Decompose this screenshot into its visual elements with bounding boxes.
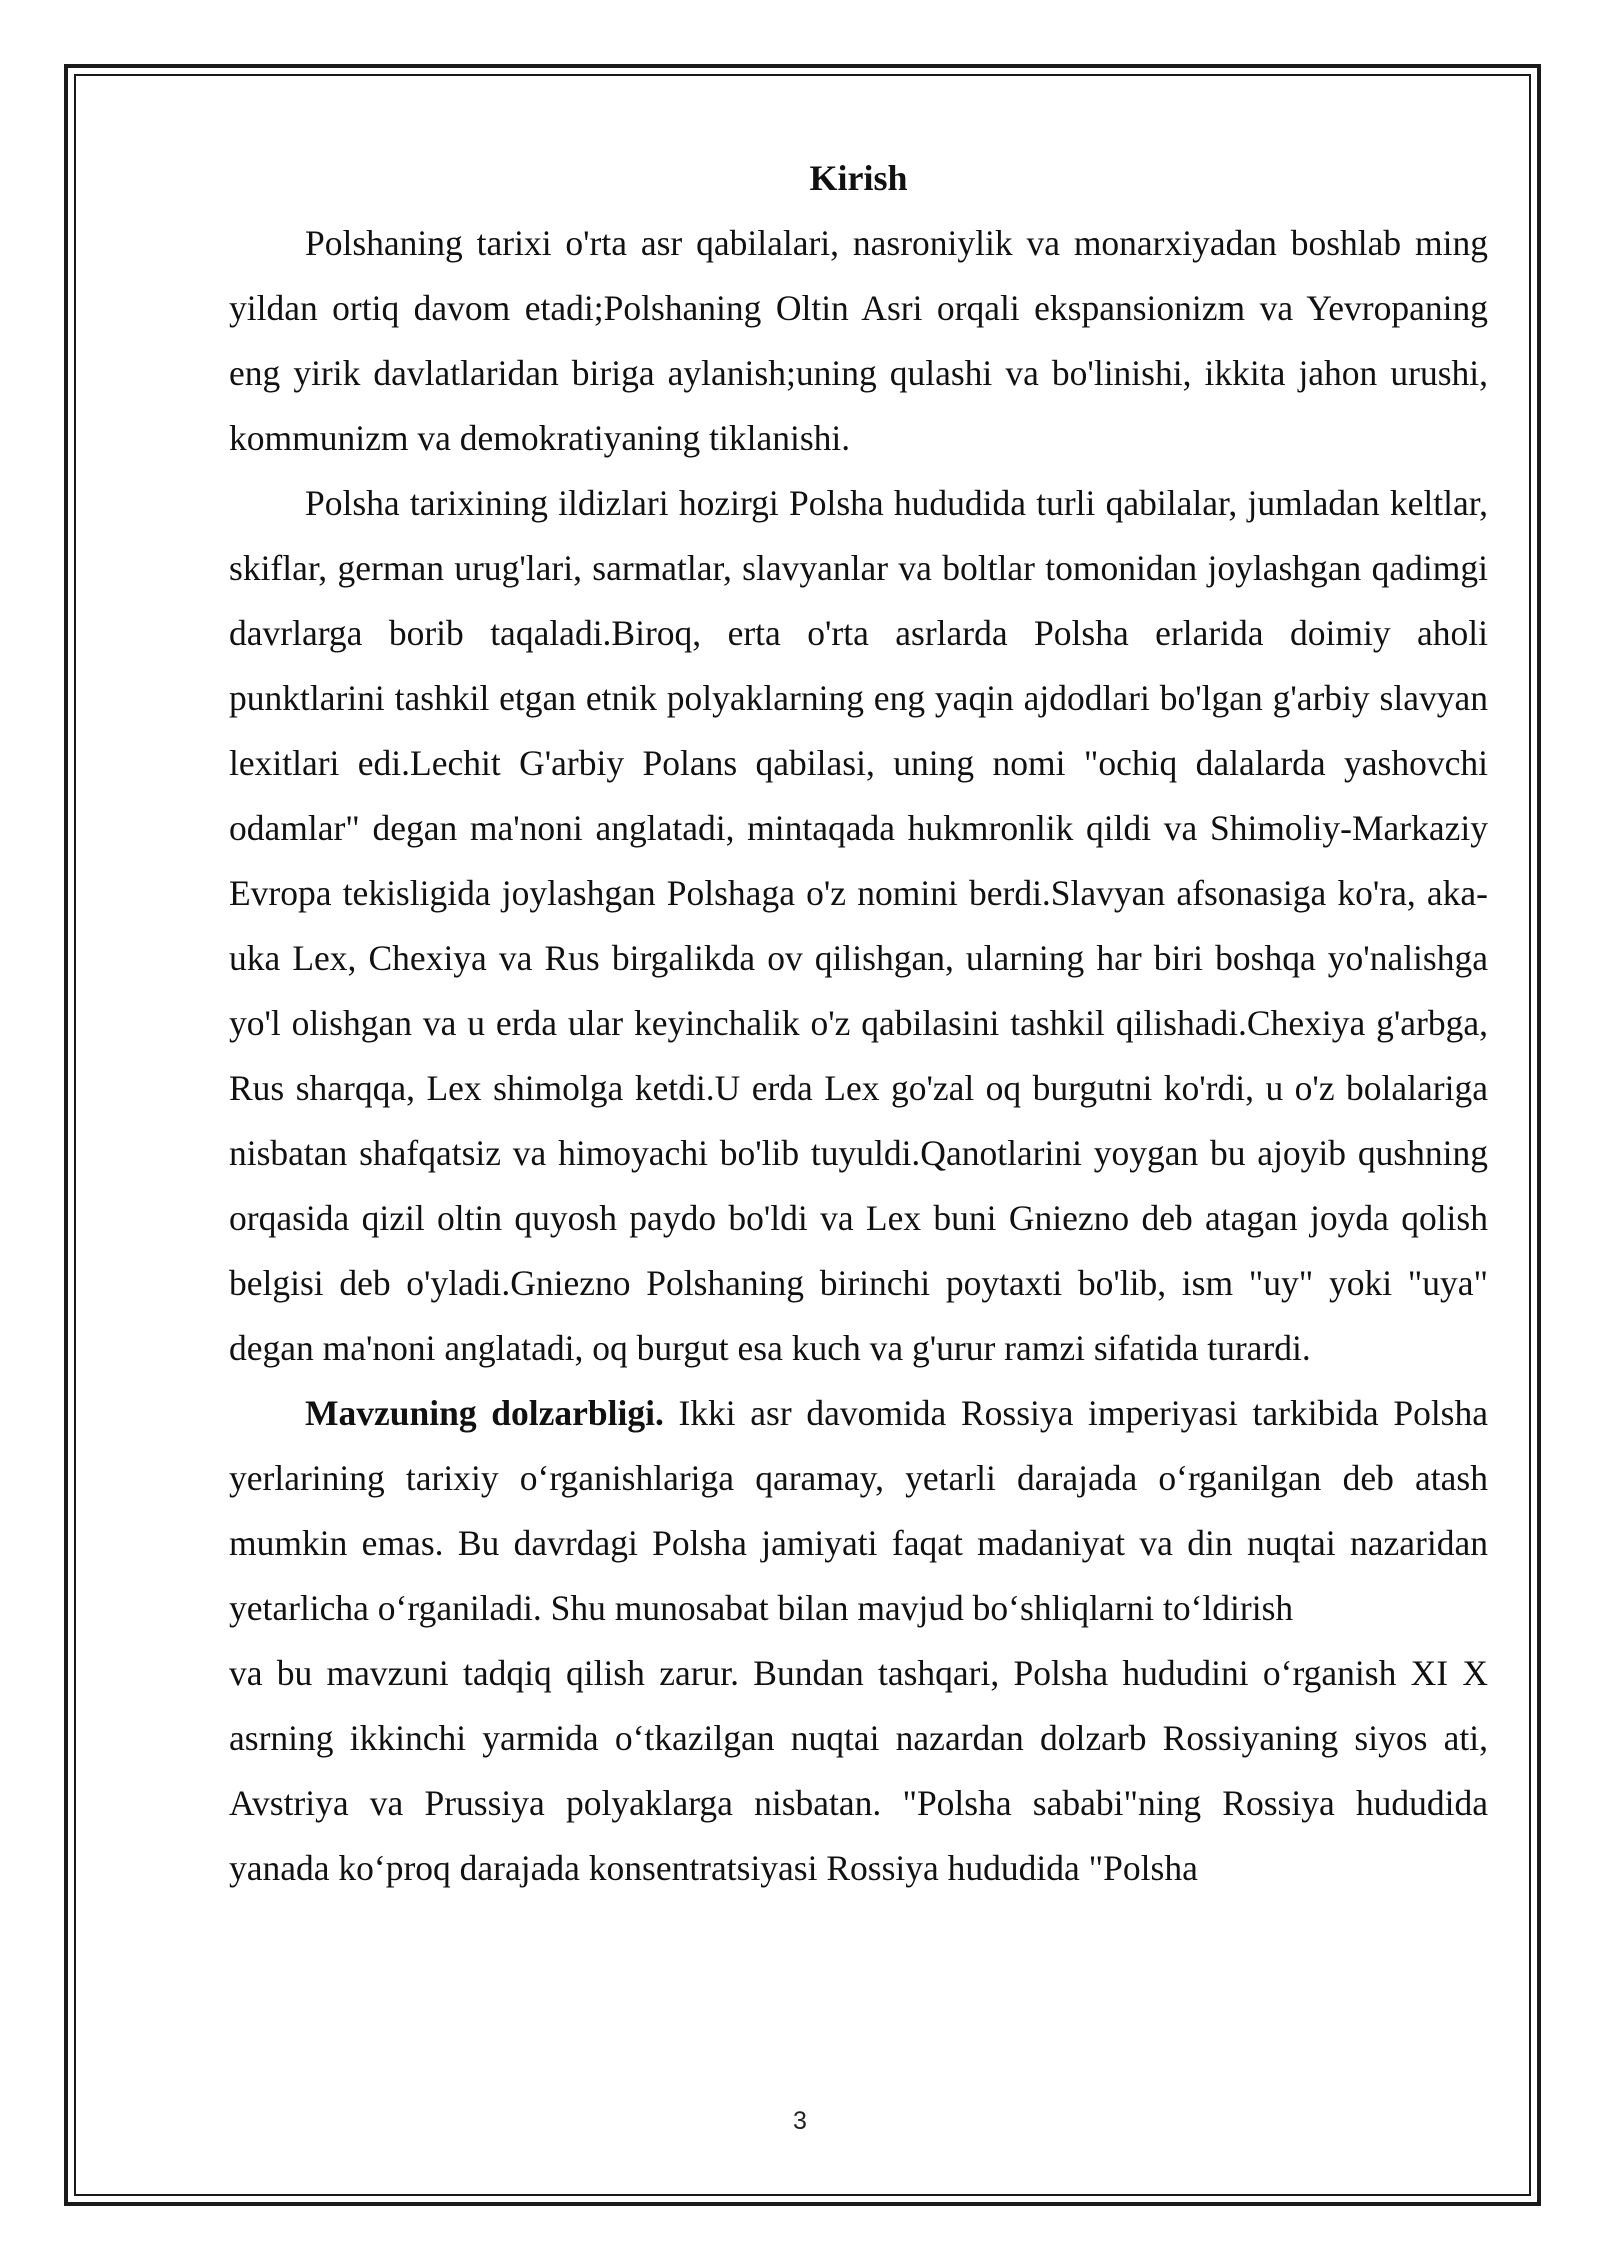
relevance-heading: Mavzuning dolzarbligi. xyxy=(305,1393,664,1433)
document-title: Kirish xyxy=(809,158,908,198)
page-number: 3 xyxy=(793,2107,807,2135)
document-body xyxy=(229,146,1488,1901)
paragraph-continuation: va bu mavzuni tadqiq qilish zarur. Bundan tashqari, Polsha hududini o‘rganish XI X asrning ikkinchi yarmida o‘tkazilgan nuqtai nazardan dolzarb Rossiyaning siyos ati, Avstriya va Prussiya polyaklarga nisbatan. "Polsha sababi"ning Rossiya hududida yanada ko‘proq darajada konsentratsiyasi Rossiya hududida "Polsha xyxy=(229,1653,1488,1888)
paragraph-relevance xyxy=(229,1381,1488,1641)
paragraph-introduction: Polshaning tarixi o'rta asr qabilalari, nasroniylik va monarxiyadan boshlab ming yildan ortiq davom etadi;Polshaning Oltin Asri orqali ekspansionizm va Yevropaning eng yirik davlatlaridan biriga aylanish;uning qulashi va bo'linishi, ikkita jahon urushi, kommunizm va demokratiyaning tiklanishi. xyxy=(229,223,1488,458)
relevance-text: Ikki asr davomida Rossiya imperiyasi tarkibida Polsha yerlarining tarixiy o‘rganishlariga qaramay, yetarli darajada o‘rganilgan deb atash mumkin emas. Bu davrdagi Polsha jamiyati faqat madaniyat va din nuqtai nazaridan yetarlicha o‘rganiladi. Shu munosabat bilan mavjud bo‘shliqlarni to‘ldirish xyxy=(229,1393,1488,1628)
paragraph-history-roots: Polsha tarixining ildizlari hozirgi Polsha hududida turli qabilalar, jumladan keltlar, skiflar, german urug'lari, sarmatlar, slavyanlar va boltlar tomonidan joylashgan qadimgi davrlarga borib taqaladi.Biroq, erta o'rta asrlarda Polsha erlarida doimiy aholi punktlarini tashkil etgan etnik polyaklarning eng yaqin ajdodlari bo'lgan g'arbiy slavyan lexitlari edi.Lechit G'arbiy Polans qabilasi, uning nomi "ochiq dalalarda yashovchi odamlar" degan ma'noni anglatadi, mintaqada hukmronlik qildi va Shimoliy-Markaziy Evropa tekisligida joylashgan Polshaga o'z nomini berdi.Slavyan afsonasiga ko'ra, aka-uka Lex, Chexiya va Rus birgalikda ov qilishgan, ularning har biri boshqa yo'nalishga yo'l olishgan va u erda ular keyinchalik o'z qabilasini tashkil qilishadi.Chexiya g'arbga, Rus sharqqa, Lex shimolga ketdi.U erda Lex go'zal oq burgutni ko'rdi, u o'z bolalariga nisbatan shafqatsiz va himoyachi bo'lib tuyuldi.Qanotlarini yoygan bu ajoyib qushning orqasida qizil oltin quyosh paydo bo'ldi va Lex buni Gniezno deb atagan joyda qolish belgisi deb o'yladi.Gniezno Polshaning birinchi poytaxti bo'lib, ism "uy" yoki "uya" degan ma'noni anglatadi, oq burgut esa kuch va g'urur ramzi sifatida turardi. xyxy=(229,483,1488,1368)
